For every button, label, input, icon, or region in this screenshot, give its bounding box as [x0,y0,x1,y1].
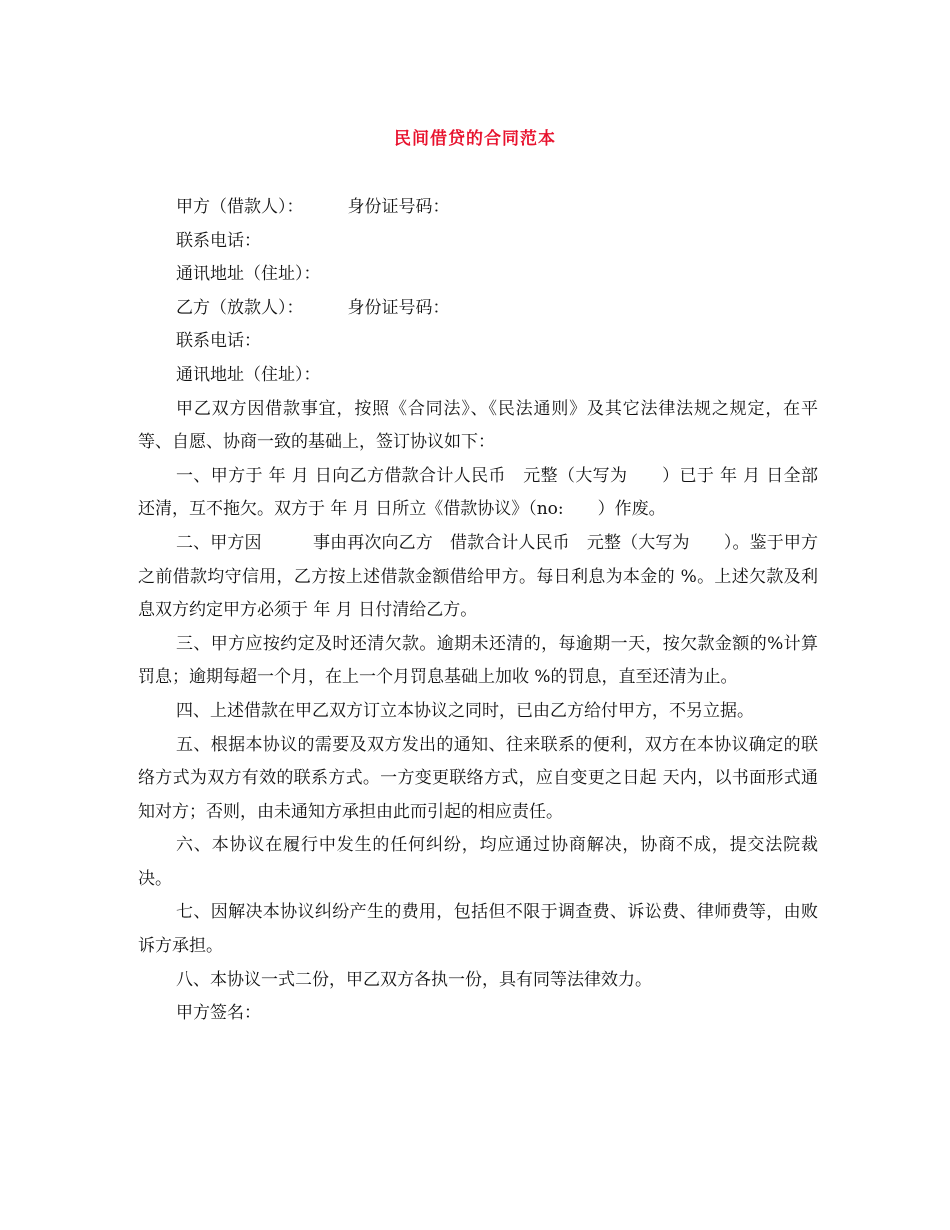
clause-8: 八、本协议一式二份，甲乙双方各执一份，具有同等法律效力。 [176,969,652,990]
clause-7: 七、因解决本协议纠纷产生的费用，包括但不限于调查费、诉讼费、律师费等，由败诉方承担。 [138,902,818,957]
party-b-address: 通讯地址（住址）： [176,364,321,385]
party-a-address: 通讯地址（住址）： [176,264,321,285]
party-b-phone: 联系电话： [176,331,261,352]
document-body [138,191,818,1031]
clause-3: 三、甲方应按约定及时还清欠款。逾期未还清的，每逾期一天，按欠款金额的%计算罚息；逾期每超一个月，在上一个月罚息基础上加收 %的罚息，直至还清为止。 [138,633,818,688]
preamble-paragraph: 甲乙双方因借款事宜，按照《合同法》、《民法通则》及其它法律法规之规定，在平等、自愿、协商一致的基础上，签订协议如下： [138,398,818,453]
clause-6: 六、本协议在履行中发生的任何纠纷，均应通过协商解决，协商不成，提交法院裁决。 [138,835,818,889]
party-a-signature-label: 甲方签名： [176,1003,261,1024]
clause-2: 二、甲方因 事由再次向乙方 借款合计人民币 元整（大写为 ）。鉴于甲方之前借款均守信用，乙方按上述借款金额借给甲方。每日利息为本金的 %。上述欠款及利息双方约定甲方必须于 年 月 日付清给乙方。 [138,532,818,621]
party-a-label: 甲方（借款人）： [176,197,304,217]
party-b-line [138,292,818,326]
document-title: 民间借贷的合同范本 [394,129,556,149]
party-b-label: 乙方（放款人）： [176,297,304,318]
clause-1: 一、甲方于 年 月 日向乙方借款合计人民币 元整（大写为 ）已于 年 月 日全部还清，互不拖欠。双方于 年 月 日所立《借款协议》（no: ）作废。 [138,465,818,520]
clause-5: 五、根据本协议的需要及双方发出的通知、往来联系的便利，双方在本协议确定的联络方式为双方有效的联系方式。一方变更联络方式，应自变更之日起 天内，以书面形式通知对方；否则，由未通知方承担由此而引起的相应责任。 [138,734,818,822]
clause-4: 四、上述借款在甲乙双方订立本协议之同时，已由乙方给付甲方，不另立据。 [176,700,754,721]
party-a-id-label: 身份证号码： [347,197,450,217]
party-a-line [138,191,818,225]
party-a-phone: 联系电话： [176,230,261,251]
party-b-id-label: 身份证号码： [347,297,450,318]
